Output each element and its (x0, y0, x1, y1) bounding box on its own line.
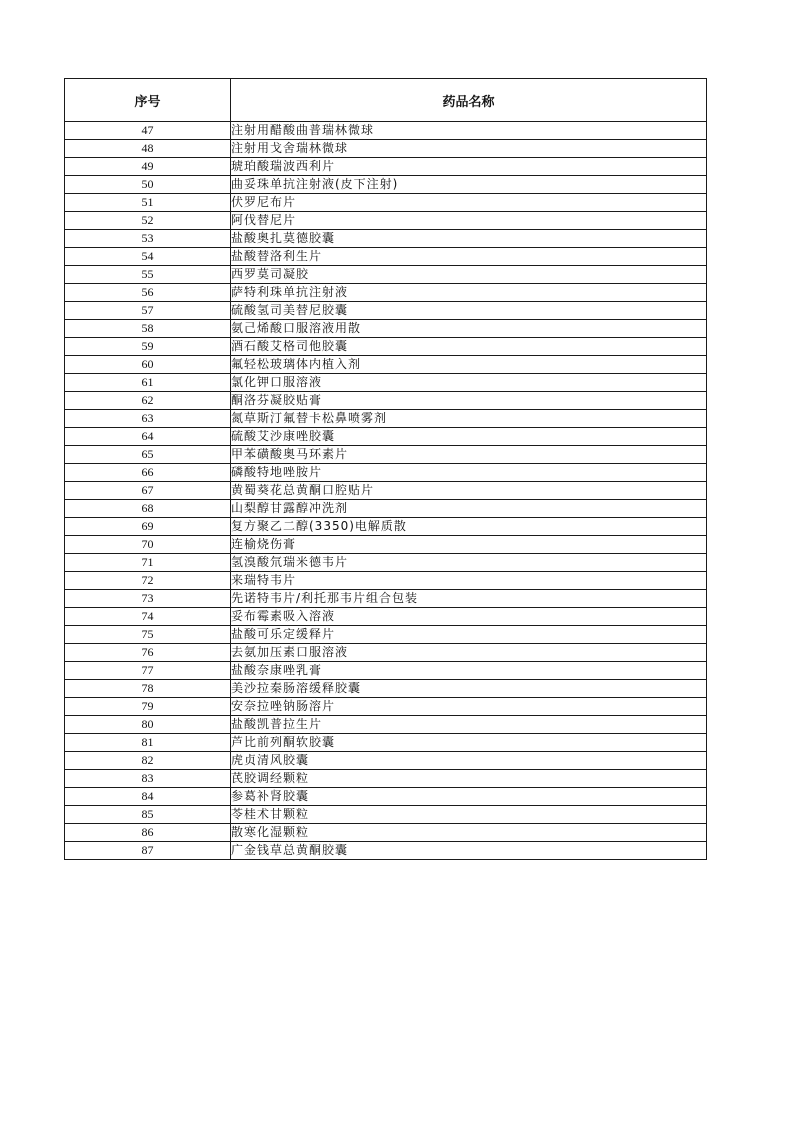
table-row (65, 698, 707, 716)
row-number: 68 (65, 500, 231, 518)
table-row (65, 158, 707, 176)
drug-name: 伏罗尼布片 (231, 194, 707, 212)
table-row (65, 734, 707, 752)
table-row (65, 446, 707, 464)
column-header-name: 药品名称 (231, 79, 707, 122)
row-number: 55 (65, 266, 231, 284)
row-number: 47 (65, 122, 231, 140)
drug-name: 磷酸特地唑胺片 (231, 464, 707, 482)
table-row (65, 176, 707, 194)
row-number: 75 (65, 626, 231, 644)
drug-name: 盐酸可乐定缓释片 (231, 626, 707, 644)
row-number: 76 (65, 644, 231, 662)
drug-name: 曲妥珠单抗注射液(皮下注射) (231, 176, 707, 194)
table-row (65, 626, 707, 644)
table-row (65, 392, 707, 410)
table-row (65, 572, 707, 590)
table-row (65, 410, 707, 428)
row-number: 52 (65, 212, 231, 230)
table-row (65, 428, 707, 446)
row-number: 63 (65, 410, 231, 428)
drug-name: 萨特利珠单抗注射液 (231, 284, 707, 302)
drug-name: 酒石酸艾格司他胶囊 (231, 338, 707, 356)
drug-name: 硫酸氢司美替尼胶囊 (231, 302, 707, 320)
row-number: 85 (65, 806, 231, 824)
drug-name: 盐酸奥扎莫德胶囊 (231, 230, 707, 248)
table-row (65, 248, 707, 266)
row-number: 81 (65, 734, 231, 752)
table-row (65, 338, 707, 356)
drug-name: 硫酸艾沙康唑胶囊 (231, 428, 707, 446)
drug-name: 参葛补肾胶囊 (231, 788, 707, 806)
drug-name: 连榆烧伤膏 (231, 536, 707, 554)
drug-name: 芪胶调经颗粒 (231, 770, 707, 788)
column-header-no: 序号 (65, 79, 231, 122)
row-number: 86 (65, 824, 231, 842)
table-row (65, 554, 707, 572)
table-row (65, 644, 707, 662)
table-row (65, 122, 707, 140)
drug-list-table (64, 78, 707, 860)
row-number: 84 (65, 788, 231, 806)
drug-name: 注射用醋酸曲普瑞林微球 (231, 122, 707, 140)
drug-name: 先诺特韦片/利托那韦片组合包装 (231, 590, 707, 608)
table-row (65, 302, 707, 320)
table-row (65, 788, 707, 806)
row-number: 79 (65, 698, 231, 716)
row-number: 78 (65, 680, 231, 698)
row-number: 83 (65, 770, 231, 788)
row-number: 80 (65, 716, 231, 734)
table-row (65, 230, 707, 248)
row-number: 57 (65, 302, 231, 320)
table-row (65, 518, 707, 536)
drug-name: 甲苯磺酸奥马环素片 (231, 446, 707, 464)
row-number: 62 (65, 392, 231, 410)
drug-name: 氢溴酸氘瑞米德韦片 (231, 554, 707, 572)
table-row (65, 680, 707, 698)
row-number: 49 (65, 158, 231, 176)
drug-name: 山梨醇甘露醇冲洗剂 (231, 500, 707, 518)
row-number: 59 (65, 338, 231, 356)
row-number: 60 (65, 356, 231, 374)
row-number: 67 (65, 482, 231, 500)
row-number: 48 (65, 140, 231, 158)
row-number: 82 (65, 752, 231, 770)
row-number: 73 (65, 590, 231, 608)
row-number: 64 (65, 428, 231, 446)
table-row (65, 356, 707, 374)
table-header-row (65, 79, 707, 122)
drug-name: 来瑞特韦片 (231, 572, 707, 590)
row-number: 56 (65, 284, 231, 302)
row-number: 66 (65, 464, 231, 482)
drug-name: 去氨加压素口服溶液 (231, 644, 707, 662)
table-row (65, 806, 707, 824)
row-number: 50 (65, 176, 231, 194)
table-row (65, 464, 707, 482)
drug-name: 氟轻松玻璃体内植入剂 (231, 356, 707, 374)
row-number: 61 (65, 374, 231, 392)
row-number: 74 (65, 608, 231, 626)
drug-name: 氮草斯汀氟替卡松鼻喷雾剂 (231, 410, 707, 428)
table-row (65, 842, 707, 860)
table-row (65, 662, 707, 680)
row-number: 70 (65, 536, 231, 554)
drug-name: 妥布霉素吸入溶液 (231, 608, 707, 626)
drug-name: 盐酸奈康唑乳膏 (231, 662, 707, 680)
table-row (65, 590, 707, 608)
drug-name: 氯化钾口服溶液 (231, 374, 707, 392)
table-row (65, 608, 707, 626)
drug-name: 氨己烯酸口服溶液用散 (231, 320, 707, 338)
table-row (65, 284, 707, 302)
table-row (65, 824, 707, 842)
table-row (65, 212, 707, 230)
drug-name: 黄蜀葵花总黄酮口腔贴片 (231, 482, 707, 500)
table-row (65, 374, 707, 392)
table-row (65, 140, 707, 158)
drug-name: 复方聚乙二醇(3350)电解质散 (231, 518, 707, 536)
row-number: 58 (65, 320, 231, 338)
drug-name: 酮洛芬凝胶贴膏 (231, 392, 707, 410)
row-number: 65 (65, 446, 231, 464)
table-body (65, 122, 707, 860)
table-row (65, 500, 707, 518)
row-number: 54 (65, 248, 231, 266)
table-row (65, 320, 707, 338)
drug-name: 盐酸替洛利生片 (231, 248, 707, 266)
drug-name: 芦比前列酮软胶囊 (231, 734, 707, 752)
table-row (65, 194, 707, 212)
drug-name: 苓桂术甘颗粒 (231, 806, 707, 824)
table-row (65, 716, 707, 734)
row-number: 71 (65, 554, 231, 572)
drug-name: 虎贞清风胶囊 (231, 752, 707, 770)
table-row (65, 770, 707, 788)
row-number: 53 (65, 230, 231, 248)
table-row (65, 536, 707, 554)
table-row (65, 752, 707, 770)
table-row (65, 482, 707, 500)
drug-name: 安奈拉唑钠肠溶片 (231, 698, 707, 716)
row-number: 87 (65, 842, 231, 860)
drug-name: 散寒化湿颗粒 (231, 824, 707, 842)
drug-name: 西罗莫司凝胶 (231, 266, 707, 284)
drug-name: 阿伐替尼片 (231, 212, 707, 230)
drug-name: 盐酸凯普拉生片 (231, 716, 707, 734)
drug-name: 美沙拉秦肠溶缓释胶囊 (231, 680, 707, 698)
row-number: 51 (65, 194, 231, 212)
table-row (65, 266, 707, 284)
drug-name: 广金钱草总黄酮胶囊 (231, 842, 707, 860)
row-number: 77 (65, 662, 231, 680)
drug-name: 琥珀酸瑞波西利片 (231, 158, 707, 176)
drug-name: 注射用戈舍瑞林微球 (231, 140, 707, 158)
row-number: 72 (65, 572, 231, 590)
row-number: 69 (65, 518, 231, 536)
